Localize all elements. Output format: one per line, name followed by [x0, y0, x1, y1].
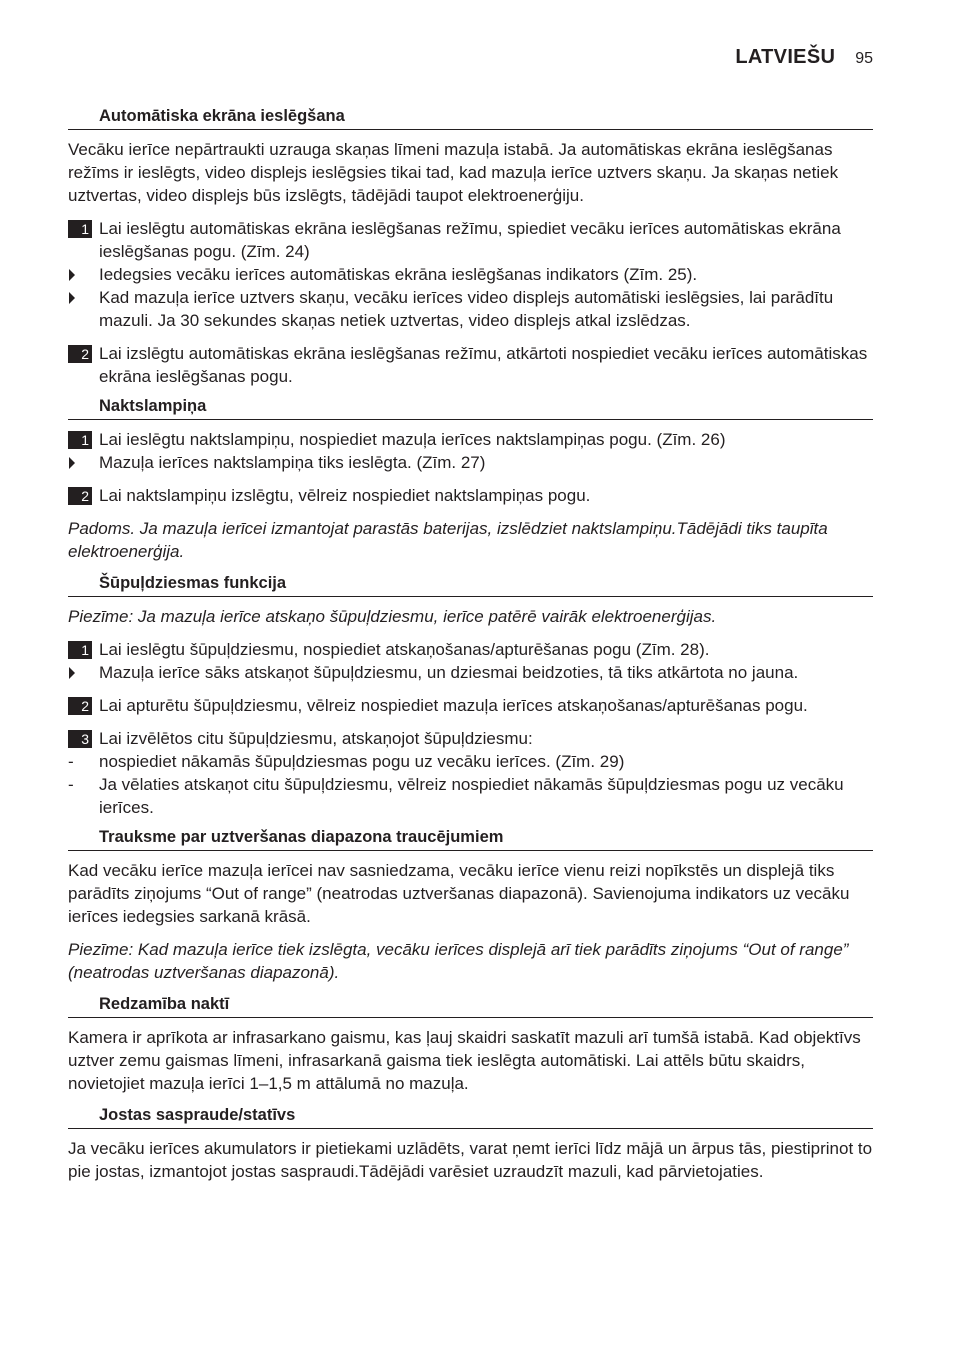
step-number-badge: 3: [68, 730, 92, 748]
triangle-bullet-icon: [69, 269, 75, 281]
result-text: Mazuļa ierīces naktslampiņa tiks ieslēgta. (Zīm. 27): [99, 453, 486, 472]
triangle-bullet-icon: [69, 667, 75, 679]
step-item: [68, 694, 873, 717]
triangle-bullet-icon: [69, 292, 75, 304]
step-text: Lai ieslēgtu šūpuļdziesmu, nospiediet atskaņošanas/apturēšanas pogu (Zīm. 28).: [99, 640, 710, 659]
page-content: [68, 106, 873, 1193]
step-text: Lai ieslēgtu automātiskas ekrāna ieslēgšanas režīmu, spiediet vecāku ierīces automātiskas ekrāna ieslēgšanas pogu. (Zīm. 24): [99, 219, 841, 261]
step-item: [68, 342, 873, 388]
result-item: [68, 661, 873, 684]
step-item: [68, 638, 873, 661]
triangle-bullet-icon: [69, 457, 75, 469]
result-item: [68, 451, 873, 474]
section-intro: Kamera ir aprīkota ar infrasarkano gaismu, kas ļauj skaidri saskatīt mazuli arī tumšā istabā. Kad objektīvs uztver zemu gaismas līmeni, infrasarkanā gaisma tiek ieslēgta automātiski. Lai attēls būtu skaidrs, novietojiet mazuļa ierīci 1–1,5 m attālumā no mazuļa.: [68, 1028, 861, 1093]
section-title-auto-screen: Automātiska ekrāna ieslēgšana: [68, 106, 873, 130]
section-intro: Ja vecāku ierīces akumulators ir pietiekami uzlādēts, varat ņemt ierīci līdz mājā un ārpus tās, piestiprinot to pie jostas, izmantojot jostas saspraudi.Tādējādi varēsiet uzraudzīt mazuli, kad pārvietojaties.: [68, 1139, 873, 1181]
language-label: LATVIEŠU: [735, 46, 836, 68]
section-title-night-light: Naktslampiņa: [68, 396, 873, 420]
result-text: Mazuļa ierīce sāks atskaņot šūpuļdziesmu, un dziesmai beidzoties, tā tiks atkārtota no jauna.: [99, 663, 799, 682]
result-text: Iedegsies vecāku ierīces automātiskas ekrāna ieslēgšanas indikators (Zīm. 25).: [99, 265, 698, 284]
note-text: Piezīme: Ja mazuļa ierīce atskaņo šūpuļdziesmu, ierīce patērē vairāk elektroenerģijas.: [68, 607, 717, 626]
page-number: 95: [855, 50, 873, 67]
step-number-badge: 1: [68, 431, 92, 449]
dash-bullet-icon: -: [68, 775, 74, 794]
section-title-out-of-range: Trauksme par uztveršanas diapazona traucējumiem: [68, 827, 873, 851]
step-text: Lai ieslēgtu naktslampiņu, nospiediet mazuļa ierīces naktslampiņas pogu. (Zīm. 26): [99, 430, 726, 449]
page-header: [735, 46, 873, 69]
step-text: Lai naktslampiņu izslēgtu, vēlreiz nospiediet naktslampiņas pogu.: [99, 486, 591, 505]
step-number-badge: 2: [68, 345, 92, 363]
result-text: Kad mazuļa ierīce uztvers skaņu, vecāku ierīces video displejs automātiski ieslēgsies, lai parādītu mazuli. Ja 30 sekundes skaņas netiek uztvertas, video displejs atkal izslēdzas.: [99, 288, 834, 330]
dash-item: [68, 750, 873, 773]
section-title-night-vision: Redzamība naktī: [68, 994, 873, 1018]
dash-item: [68, 773, 873, 819]
section-intro: Vecāku ierīce nepārtraukti uzrauga skaņas līmeni mazuļa istabā. Ja automātiskas ekrāna ieslēgšanas režīms ir ieslēgts, video displejs ieslēgsies tikai tad, kad mazuļa ierīce uztvers skaņu. Ja skaņas netiek uztvertas, video displejs būs izslēgts, tādējādi taupot elektroenerģiju.: [68, 140, 839, 205]
note-text: Piezīme: Kad mazuļa ierīce tiek izslēgta, vecāku ierīces displejā arī tiek parādīts ziņojums “Out of range” (neatrodas uztveršanas diapazonā).: [68, 940, 849, 982]
section-title-lullaby: Šūpuļdziesmas funkcija: [68, 573, 873, 597]
step-text: Lai izvēlētos citu šūpuļdziesmu, atskaņojot šūpuļdziesmu:: [99, 729, 533, 748]
step-number-badge: 2: [68, 697, 92, 715]
result-item: [68, 286, 873, 332]
dash-bullet-icon: -: [68, 752, 74, 771]
step-text: Lai apturētu šūpuļdziesmu, vēlreiz nospiediet mazuļa ierīces atskaņošanas/apturēšanas pogu.: [99, 696, 808, 715]
section-title-belt-clip: Jostas saspraude/statīvs: [68, 1105, 873, 1129]
result-item: [68, 263, 873, 286]
section-intro: Kad vecāku ierīce mazuļa ierīcei nav sasniedzama, vecāku ierīce vienu reizi nopīkstēs un displejā tiks parādīts ziņojums “Out of range” (neatrodas uztveršanas diapazonā). Savienojuma indikators uz vecāku ierīces iedegsies sarkanā krāsā.: [68, 861, 850, 926]
step-item: [68, 217, 873, 263]
step-number-badge: 1: [68, 220, 92, 238]
step-item: [68, 428, 873, 451]
step-number-badge: 2: [68, 487, 92, 505]
step-number-badge: 1: [68, 641, 92, 659]
step-item: [68, 727, 873, 750]
tip-text: Padoms. Ja mazuļa ierīcei izmantojat parastās baterijas, izslēdziet naktslampiņu.Tādējādi tiks taupīta elektroenerģija.: [68, 519, 828, 561]
dash-text: Ja vēlaties atskaņot citu šūpuļdziesmu, vēlreiz nospiediet nākamās šūpuļdziesmas pogu uz vecāku ierīces.: [99, 775, 844, 817]
step-item: [68, 484, 873, 507]
step-text: Lai izslēgtu automātiskas ekrāna ieslēgšanas režīmu, atkārtoti nospiediet vecāku ierīces automātiskas ekrāna ieslēgšanas pogu.: [99, 344, 868, 386]
dash-text: nospiediet nākamās šūpuļdziesmas pogu uz vecāku ierīces. (Zīm. 29): [99, 752, 625, 771]
